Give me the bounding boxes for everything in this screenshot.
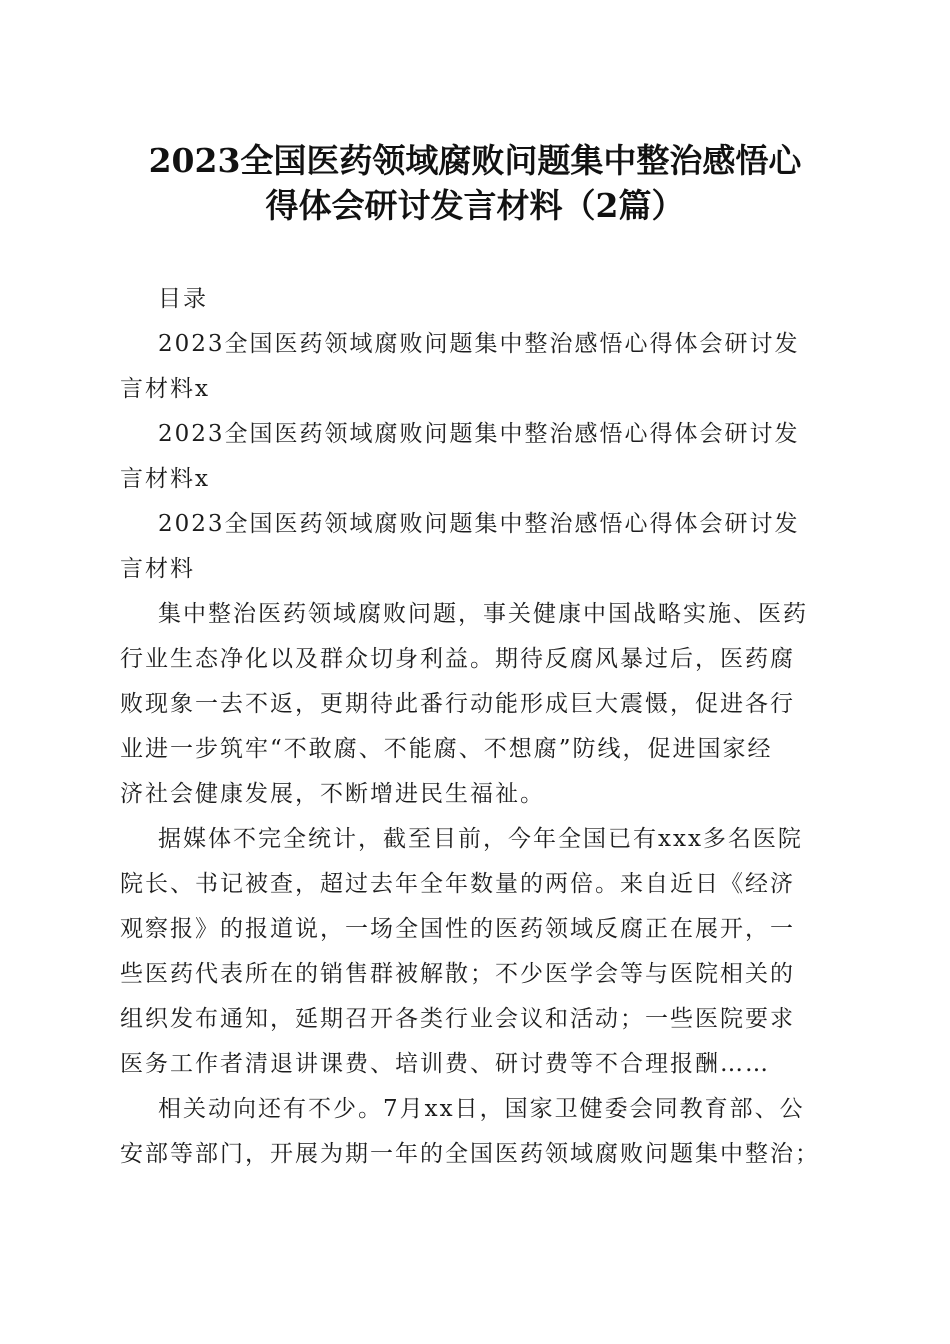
text-line: 相关动向还有不少。7月xx日，国家卫健委会同教育部、公	[158, 1096, 805, 1122]
text-line: 言材料	[120, 556, 195, 582]
text-line: 些医药代表所在的销售群被解散；不少医学会等与医院相关的	[120, 961, 795, 987]
text-line: 观察报》的报道说，一场全国性的医药领域反腐正在展开，一	[120, 916, 795, 942]
toc-heading: 目录	[158, 286, 208, 312]
text-line: 济社会健康发展，不断增进民生福祉。	[120, 781, 545, 807]
text-line: 败现象一去不返，更期待此番行动能形成巨大震慑，促进各行	[120, 691, 795, 717]
toc-item	[120, 322, 832, 412]
document-title	[110, 138, 840, 228]
body-paragraph	[120, 592, 832, 817]
text-line: 院长、书记被查，超过去年全年数量的两倍。来自近日《经济	[120, 871, 795, 897]
text-line: 组织发布通知，延期召开各类行业会议和活动；一些医院要求	[120, 1006, 795, 1032]
document-body	[120, 277, 832, 1177]
text-line: 2023全国医药领域腐败问题集中整治感悟心得体会研讨发	[158, 421, 800, 447]
text-line: 据媒体不完全统计，截至目前，今年全国已有xxx多名医院	[158, 826, 803, 852]
text-line: 言材料x	[120, 466, 210, 492]
text-line: 言材料x	[120, 376, 210, 402]
text-line: 集中整治医药领域腐败问题，事关健康中国战略实施、医药	[158, 601, 808, 627]
body-paragraph	[120, 1087, 832, 1177]
toc-item	[120, 412, 832, 502]
text-line: 医务工作者清退讲课费、培训费、研讨费等不合理报酬……	[120, 1051, 770, 1077]
text-line: 安部等部门，开展为期一年的全国医药领域腐败问题集中整治；	[120, 1141, 820, 1167]
title-line: 得体会研讨发言材料（2篇）	[265, 186, 685, 225]
text-line: 行业生态净化以及群众切身利益。期待反腐风暴过后，医药腐	[120, 646, 795, 672]
text-line: 2023全国医药领域腐败问题集中整治感悟心得体会研讨发	[158, 331, 800, 357]
text-line: 2023全国医药领域腐败问题集中整治感悟心得体会研讨发	[158, 511, 800, 537]
section-title	[120, 502, 832, 592]
title-line: 2023全国医药领域腐败问题集中整治感悟心	[148, 141, 802, 180]
text-line: 业进一步筑牢“不敢腐、不能腐、不想腐”防线，促进国家经	[120, 736, 773, 762]
body-paragraph	[120, 817, 832, 1087]
